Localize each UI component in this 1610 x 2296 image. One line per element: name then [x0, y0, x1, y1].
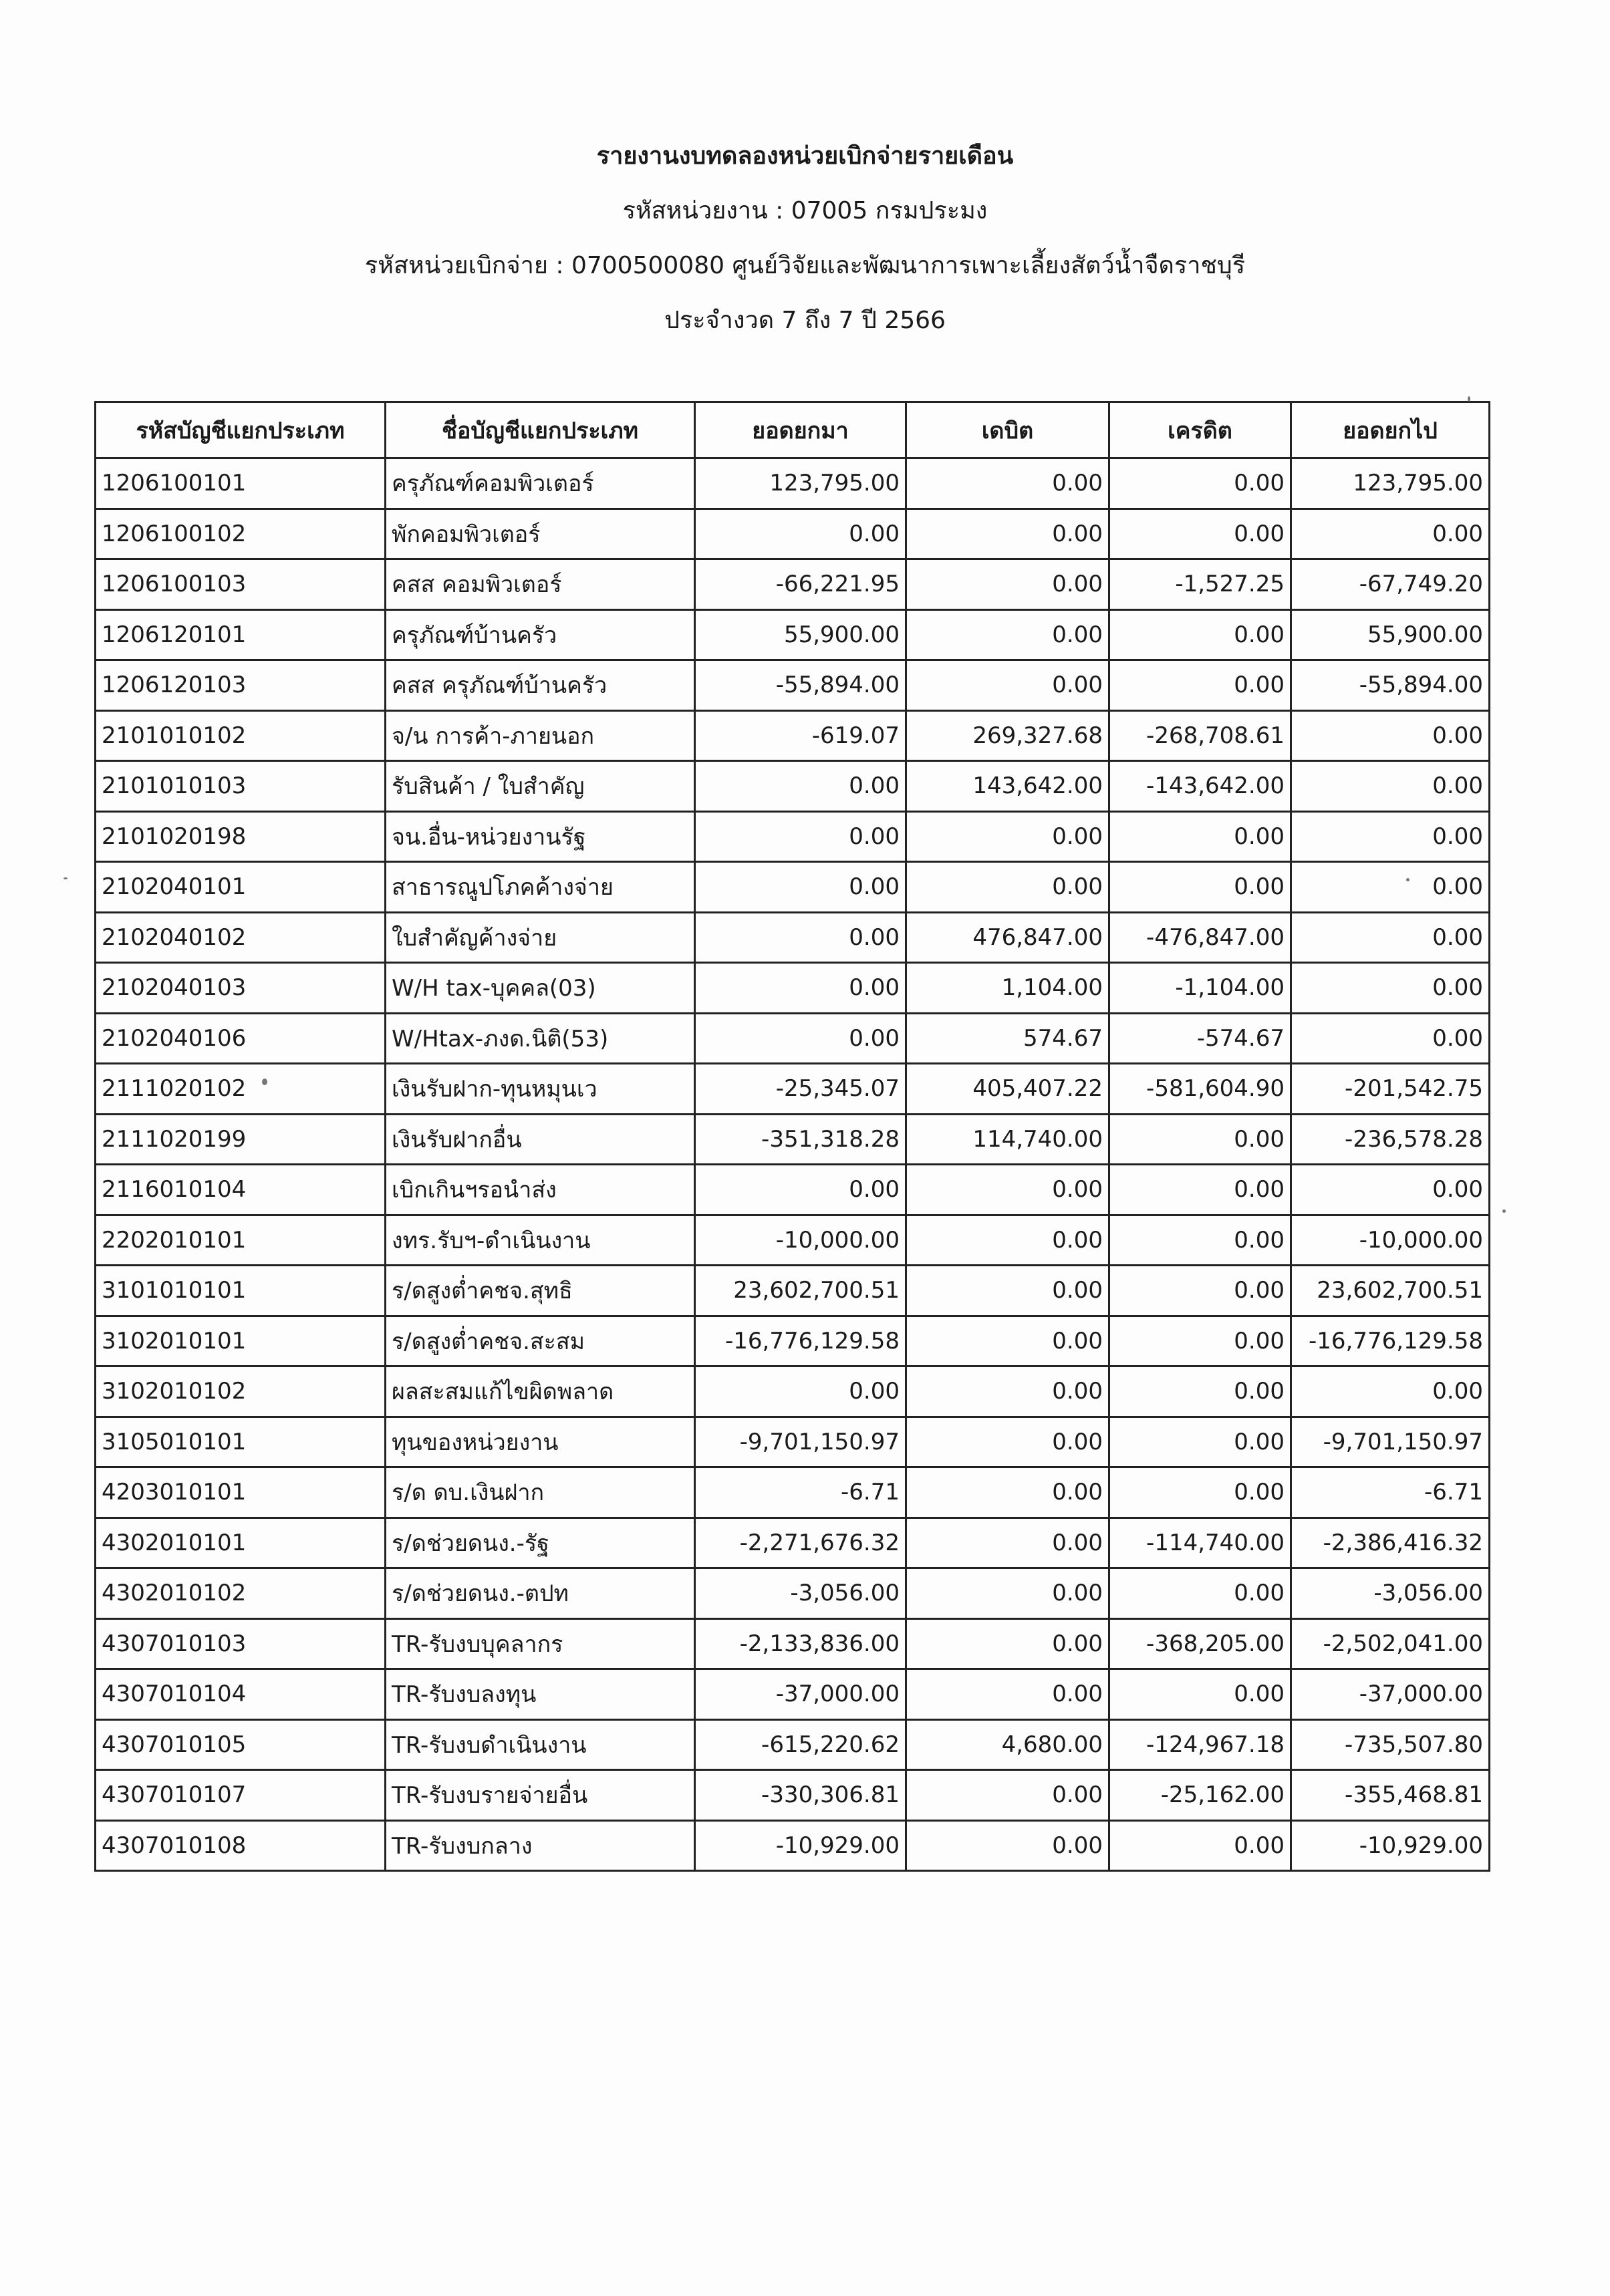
cell-account-name: TR-รับงบบุคลากร: [386, 1618, 695, 1669]
cell-closing-balance: 0.00: [1291, 1367, 1490, 1417]
cell-account-code: 4307010104: [96, 1669, 386, 1720]
cell-account-code: 2101010102: [96, 710, 386, 761]
cell-account-code: 1206100101: [96, 458, 386, 509]
cell-opening-balance: 0.00: [695, 862, 906, 913]
cell-opening-balance: -6.71: [695, 1467, 906, 1518]
cell-account-code: 4307010105: [96, 1719, 386, 1770]
table-row: [96, 1770, 1490, 1821]
cell-credit: 0.00: [1109, 1165, 1291, 1215]
cell-credit: 0.00: [1109, 1316, 1291, 1367]
cell-closing-balance: -355,468.81: [1291, 1770, 1490, 1821]
cell-account-name: ผลสะสมแก้ไขผิดพลาด: [386, 1367, 695, 1417]
cell-opening-balance: -55,894.00: [695, 660, 906, 711]
cell-account-code: 2111020102: [96, 1064, 386, 1115]
cell-closing-balance: 55,900.00: [1291, 609, 1490, 660]
table-row: [96, 1165, 1490, 1215]
cell-account-code: 4307010107: [96, 1770, 386, 1821]
cell-closing-balance: 23,602,700.51: [1291, 1266, 1490, 1316]
table-row: [96, 1266, 1490, 1316]
cell-account-name: สาธารณูปโภคค้างจ่าย: [386, 862, 695, 913]
cell-debit: 0.00: [906, 609, 1109, 660]
cell-account-name: เงินรับฝากอื่น: [386, 1114, 695, 1165]
cell-debit: 0.00: [906, 1467, 1109, 1518]
cell-account-code: 3102010102: [96, 1367, 386, 1417]
cell-credit: -581,604.90: [1109, 1064, 1291, 1115]
cell-account-name: TR-รับงบลงทุน: [386, 1669, 695, 1720]
cell-opening-balance: -66,221.95: [695, 559, 906, 610]
cell-debit: 0.00: [906, 660, 1109, 711]
cell-credit: 0.00: [1109, 1820, 1291, 1871]
table-row: [96, 963, 1490, 1014]
scan-speck: [1468, 396, 1470, 402]
cell-account-name: ร/ดสูงต่ำคชจ.สะสม: [386, 1316, 695, 1367]
cell-account-code: 3101010101: [96, 1266, 386, 1316]
cell-debit: 0.00: [906, 1417, 1109, 1467]
cell-account-name: ใบสำคัญค้างจ่าย: [386, 912, 695, 963]
cell-credit: 0.00: [1109, 1114, 1291, 1165]
cell-account-name: W/Htax-ภงด.นิติ(53): [386, 1013, 695, 1064]
cell-account-code: 4302010102: [96, 1568, 386, 1619]
cell-opening-balance: 0.00: [695, 811, 906, 862]
cell-credit: -143,642.00: [1109, 761, 1291, 812]
cell-account-name: ร/ด ดบ.เงินฝาก: [386, 1467, 695, 1518]
cell-debit: 0.00: [906, 1215, 1109, 1266]
cell-opening-balance: -351,318.28: [695, 1114, 906, 1165]
scan-speck: [63, 877, 68, 879]
cell-credit: 0.00: [1109, 862, 1291, 913]
cell-debit: 0.00: [906, 1165, 1109, 1215]
cell-credit: 0.00: [1109, 660, 1291, 711]
cell-credit: 0.00: [1109, 1367, 1291, 1417]
cell-account-code: 4307010108: [96, 1820, 386, 1871]
cell-opening-balance: 123,795.00: [695, 458, 906, 509]
cell-closing-balance: -2,386,416.32: [1291, 1518, 1490, 1568]
table-body: [96, 458, 1490, 1871]
cell-closing-balance: -10,929.00: [1291, 1820, 1490, 1871]
disbursing-unit-code: รหัสหน่วยเบิกจ่าย : 0700500080 ศูนย์วิจัยและพัฒนาการเพาะเลี้ยงสัตว์น้ำจืดราชบุรี: [364, 252, 1246, 279]
cell-debit: 0.00: [906, 1266, 1109, 1316]
cell-credit: 0.00: [1109, 458, 1291, 509]
table-row: [96, 1518, 1490, 1568]
cell-account-name: จ/น การค้า-ภายนอก: [386, 710, 695, 761]
cell-debit: 0.00: [906, 811, 1109, 862]
cell-account-code: 2202010101: [96, 1215, 386, 1266]
cell-closing-balance: -3,056.00: [1291, 1568, 1490, 1619]
cell-debit: 269,327.68: [906, 710, 1109, 761]
cell-debit: 0.00: [906, 1316, 1109, 1367]
table-header-row: [96, 402, 1490, 458]
cell-debit: 0.00: [906, 1770, 1109, 1821]
cell-closing-balance: -37,000.00: [1291, 1669, 1490, 1720]
agency-code: รหัสหน่วยงาน : 07005 กรมประมง: [622, 197, 988, 225]
cell-debit: 574.67: [906, 1013, 1109, 1064]
cell-debit: 0.00: [906, 458, 1109, 509]
cell-opening-balance: 55,900.00: [695, 609, 906, 660]
cell-debit: 0.00: [906, 1820, 1109, 1871]
cell-debit: 1,104.00: [906, 963, 1109, 1014]
cell-credit: -476,847.00: [1109, 912, 1291, 963]
trial-balance-table: [94, 401, 1490, 1872]
cell-debit: 0.00: [906, 1367, 1109, 1417]
scan-speck: [262, 1079, 267, 1085]
cell-debit: 0.00: [906, 1568, 1109, 1619]
cell-opening-balance: -25,345.07: [695, 1064, 906, 1115]
cell-account-name: คสส ครุภัณฑ์บ้านครัว: [386, 660, 695, 711]
cell-account-code: 2101020198: [96, 811, 386, 862]
table-row: [96, 1719, 1490, 1770]
cell-closing-balance: -67,749.20: [1291, 559, 1490, 610]
table-row: [96, 559, 1490, 610]
table-row: [96, 1215, 1490, 1266]
cell-credit: 0.00: [1109, 1215, 1291, 1266]
cell-debit: 0.00: [906, 862, 1109, 913]
cell-account-name: เบิกเกินฯรอนำส่ง: [386, 1165, 695, 1215]
cell-account-code: 2101010103: [96, 761, 386, 812]
cell-closing-balance: 0.00: [1291, 811, 1490, 862]
table-row: [96, 1568, 1490, 1619]
report-title: รายงานงบทดลองหน่วยเบิกจ่ายรายเดือน: [596, 142, 1014, 170]
cell-credit: 0.00: [1109, 1568, 1291, 1619]
cell-closing-balance: 0.00: [1291, 1013, 1490, 1064]
cell-opening-balance: 0.00: [695, 761, 906, 812]
cell-debit: 0.00: [906, 1518, 1109, 1568]
table-row: [96, 761, 1490, 812]
cell-credit: -1,104.00: [1109, 963, 1291, 1014]
cell-debit: 143,642.00: [906, 761, 1109, 812]
header-account-code: รหัสบัญชีแยกประเภท: [96, 402, 386, 458]
cell-opening-balance: -37,000.00: [695, 1669, 906, 1720]
cell-account-code: 4307010103: [96, 1618, 386, 1669]
cell-account-code: 3102010101: [96, 1316, 386, 1367]
cell-account-code: 1206120101: [96, 609, 386, 660]
cell-closing-balance: -2,502,041.00: [1291, 1618, 1490, 1669]
cell-account-name: ทุนของหน่วยงาน: [386, 1417, 695, 1467]
cell-opening-balance: -10,929.00: [695, 1820, 906, 1871]
cell-account-name: เงินรับฝาก-ทุนหมุนเว: [386, 1064, 695, 1115]
header-closing-balance: ยอดยกไป: [1291, 402, 1490, 458]
cell-closing-balance: -236,578.28: [1291, 1114, 1490, 1165]
cell-account-code: 2116010104: [96, 1165, 386, 1215]
cell-debit: 4,680.00: [906, 1719, 1109, 1770]
cell-account-code: 2102040103: [96, 963, 386, 1014]
table-row: [96, 458, 1490, 509]
cell-closing-balance: -201,542.75: [1291, 1064, 1490, 1115]
cell-closing-balance: 0.00: [1291, 509, 1490, 559]
cell-account-code: 1206120103: [96, 660, 386, 711]
cell-opening-balance: -3,056.00: [695, 1568, 906, 1619]
cell-credit: 0.00: [1109, 609, 1291, 660]
cell-opening-balance: -330,306.81: [695, 1770, 906, 1821]
table-row: [96, 1417, 1490, 1467]
cell-closing-balance: 0.00: [1291, 710, 1490, 761]
table-row: [96, 1669, 1490, 1720]
table-row: [96, 1064, 1490, 1115]
cell-account-name: ร/ดสูงต่ำคชจ.สุทธิ: [386, 1266, 695, 1316]
table-row: [96, 1013, 1490, 1064]
cell-debit: 0.00: [906, 1669, 1109, 1720]
cell-closing-balance: -6.71: [1291, 1467, 1490, 1518]
cell-closing-balance: 0.00: [1291, 912, 1490, 963]
cell-credit: 0.00: [1109, 1467, 1291, 1518]
cell-account-name: TR-รับงบรายจ่ายอื่น: [386, 1770, 695, 1821]
table-row: [96, 811, 1490, 862]
cell-credit: -1,527.25: [1109, 559, 1291, 610]
cell-closing-balance: 123,795.00: [1291, 458, 1490, 509]
cell-closing-balance: -9,701,150.97: [1291, 1417, 1490, 1467]
cell-account-code: 1206100102: [96, 509, 386, 559]
table-row: [96, 509, 1490, 559]
table-row: [96, 1618, 1490, 1669]
cell-debit: 405,407.22: [906, 1064, 1109, 1115]
cell-account-name: ครุภัณฑ์บ้านครัว: [386, 609, 695, 660]
cell-debit: 114,740.00: [906, 1114, 1109, 1165]
table-row: [96, 1367, 1490, 1417]
table-row: [96, 1316, 1490, 1367]
table-row: [96, 609, 1490, 660]
cell-closing-balance: -16,776,129.58: [1291, 1316, 1490, 1367]
cell-debit: 0.00: [906, 559, 1109, 610]
cell-account-name: TR-รับงบกลาง: [386, 1820, 695, 1871]
header-account-name: ชื่อบัญชีแยกประเภท: [386, 402, 695, 458]
cell-credit: -114,740.00: [1109, 1518, 1291, 1568]
cell-opening-balance: -9,701,150.97: [695, 1417, 906, 1467]
cell-account-name: W/H tax-บุคคล(03): [386, 963, 695, 1014]
header-opening-balance: ยอดยกมา: [695, 402, 906, 458]
cell-closing-balance: 0.00: [1291, 761, 1490, 812]
scan-speck: [1502, 1209, 1506, 1213]
cell-opening-balance: 0.00: [695, 912, 906, 963]
cell-credit: -25,162.00: [1109, 1770, 1291, 1821]
cell-debit: 476,847.00: [906, 912, 1109, 963]
cell-account-name: ร/ดช่วยดนง.-รัฐ: [386, 1518, 695, 1568]
cell-opening-balance: -619.07: [695, 710, 906, 761]
cell-account-name: รับสินค้า / ใบสำคัญ: [386, 761, 695, 812]
cell-account-name: ครุภัณฑ์คอมพิวเตอร์: [386, 458, 695, 509]
cell-debit: 0.00: [906, 509, 1109, 559]
cell-account-code: 4203010101: [96, 1467, 386, 1518]
header-credit: เครดิต: [1109, 402, 1291, 458]
cell-closing-balance: 0.00: [1291, 1165, 1490, 1215]
cell-credit: -124,967.18: [1109, 1719, 1291, 1770]
cell-account-code: 3105010101: [96, 1417, 386, 1467]
cell-opening-balance: -615,220.62: [695, 1719, 906, 1770]
cell-account-name: ร/ดช่วยดนง.-ตปท: [386, 1568, 695, 1619]
cell-closing-balance: -735,507.80: [1291, 1719, 1490, 1770]
scan-speck: [1406, 878, 1410, 881]
header-debit: เดบิต: [906, 402, 1109, 458]
cell-credit: -574.67: [1109, 1013, 1291, 1064]
table-row: [96, 912, 1490, 963]
cell-opening-balance: -2,271,676.32: [695, 1518, 906, 1568]
report-period: ประจำงวด 7 ถึง 7 ปี 2566: [664, 307, 946, 334]
cell-closing-balance: -55,894.00: [1291, 660, 1490, 711]
cell-credit: 0.00: [1109, 509, 1291, 559]
cell-closing-balance: 0.00: [1291, 963, 1490, 1014]
table-row: [96, 1467, 1490, 1518]
cell-opening-balance: -2,133,836.00: [695, 1618, 906, 1669]
cell-account-name: คสส คอมพิวเตอร์: [386, 559, 695, 610]
cell-credit: 0.00: [1109, 811, 1291, 862]
cell-debit: 0.00: [906, 1618, 1109, 1669]
cell-credit: -368,205.00: [1109, 1618, 1291, 1669]
cell-account-name: TR-รับงบดำเนินงาน: [386, 1719, 695, 1770]
cell-opening-balance: 0.00: [695, 963, 906, 1014]
table-row: [96, 710, 1490, 761]
cell-account-code: 2102040106: [96, 1013, 386, 1064]
cell-credit: 0.00: [1109, 1266, 1291, 1316]
cell-credit: -268,708.61: [1109, 710, 1291, 761]
table-row: [96, 1820, 1490, 1871]
cell-closing-balance: -10,000.00: [1291, 1215, 1490, 1266]
cell-closing-balance: 0.00: [1291, 862, 1490, 913]
cell-opening-balance: 23,602,700.51: [695, 1266, 906, 1316]
cell-account-code: 2111020199: [96, 1114, 386, 1165]
cell-opening-balance: -16,776,129.58: [695, 1316, 906, 1367]
table-row: [96, 862, 1490, 913]
cell-account-code: 4302010101: [96, 1518, 386, 1568]
cell-account-name: งทร.รับฯ-ดำเนินงาน: [386, 1215, 695, 1266]
cell-opening-balance: -10,000.00: [695, 1215, 906, 1266]
cell-opening-balance: 0.00: [695, 1367, 906, 1417]
cell-account-code: 2102040101: [96, 862, 386, 913]
cell-opening-balance: 0.00: [695, 1013, 906, 1064]
table-row: [96, 660, 1490, 711]
cell-account-name: พักคอมพิวเตอร์: [386, 509, 695, 559]
cell-account-code: 1206100103: [96, 559, 386, 610]
cell-opening-balance: 0.00: [695, 509, 906, 559]
table-row: [96, 1114, 1490, 1165]
cell-credit: 0.00: [1109, 1417, 1291, 1467]
cell-credit: 0.00: [1109, 1669, 1291, 1720]
cell-account-code: 2102040102: [96, 912, 386, 963]
cell-account-name: จน.อื่น-หน่วยงานรัฐ: [386, 811, 695, 862]
cell-opening-balance: 0.00: [695, 1165, 906, 1215]
